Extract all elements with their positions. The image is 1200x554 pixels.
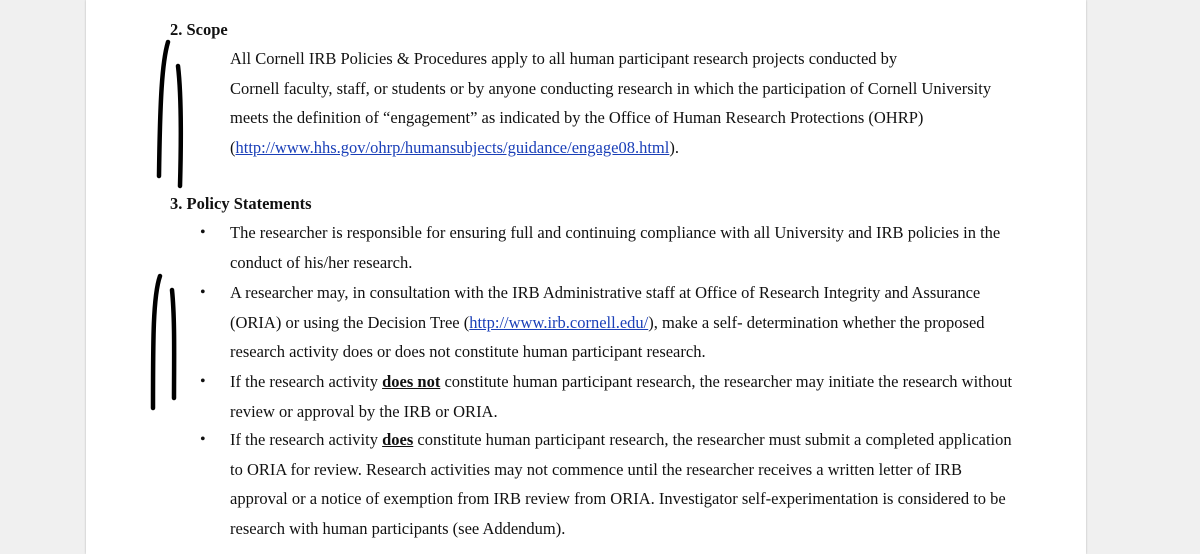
scope-line-3: meets the definition of “engagement” as indicated by the Office of Human Research Protections (OHRP) bbox=[230, 108, 924, 128]
bullet-4-line-2: to ORIA for review. Research activities may not commence until the researcher receives a written letter of IRB bbox=[230, 459, 962, 479]
bullet-3-line-2: review or approval by the IRB or ORIA. bbox=[230, 401, 498, 421]
bullet-1-line-2: conduct of his/her research. bbox=[230, 252, 413, 272]
scope-link-close: ). bbox=[669, 137, 679, 157]
bullet-3-after: constitute human participant research, the researcher may initiate the research without bbox=[440, 372, 1013, 391]
bullet-4-glyph: • bbox=[200, 431, 206, 448]
policy-heading: 3. Policy Statements bbox=[170, 194, 312, 213]
bullet-2-line-3: research activity does or does not constitute human participant research. bbox=[230, 342, 706, 362]
annotation-stroke-1 bbox=[159, 42, 168, 176]
scope-link-open: ( bbox=[230, 137, 236, 157]
bullet-2-line-2-before: (ORIA) or using the Decision Tree ( bbox=[230, 312, 470, 332]
does-not-emphasis: does not bbox=[382, 372, 441, 391]
bullet-4-line-4: research with human participants (see Addendum). bbox=[230, 518, 566, 538]
scope-line-1: All Cornell IRB Policies & Procedures apply to all human participant research projects conducted by bbox=[230, 49, 898, 68]
bullet-4-after: constitute human participant research, the researcher must submit a completed application bbox=[413, 430, 1012, 449]
annotation-stroke-4 bbox=[172, 290, 174, 398]
bullet-4-before: If the research activity bbox=[230, 430, 383, 449]
ohrp-engagement-link[interactable]: http://www.hhs.gov/ohrp/humansubjects/guidance/engage08.html bbox=[235, 137, 670, 157]
bullet-2-glyph: • bbox=[200, 284, 206, 301]
does-emphasis: does bbox=[382, 430, 414, 449]
bullet-3-before: If the research activity bbox=[230, 372, 383, 391]
irb-decision-tree-link[interactable]: http://www.irb.cornell.edu/ bbox=[469, 312, 649, 332]
bullet-2-line-1: A researcher may, in consultation with the IRB Administrative staff at Office of Research Integrity and Assurance bbox=[230, 283, 981, 302]
scope-line-2: Cornell faculty, staff, or students or by anyone conducting research in which the participation of Cornell University bbox=[230, 78, 992, 98]
bullet-1-line-1: The researcher is responsible for ensuring full and continuing compliance with all University and IRB policies in the bbox=[230, 223, 1001, 242]
bullet-2-line-2-after: ), make a self- determination whether the proposed bbox=[648, 312, 985, 332]
annotation-stroke-3 bbox=[153, 276, 160, 408]
bullet-4-line-3: approval or a notice of exemption from IRB review from ORIA. Investigator self-experimentation is considered to be bbox=[230, 489, 1006, 509]
scope-heading: 2. Scope bbox=[170, 20, 228, 39]
bullet-1-glyph: • bbox=[200, 224, 206, 241]
bullet-3-glyph: • bbox=[200, 373, 206, 390]
annotation-stroke-2 bbox=[178, 66, 181, 186]
